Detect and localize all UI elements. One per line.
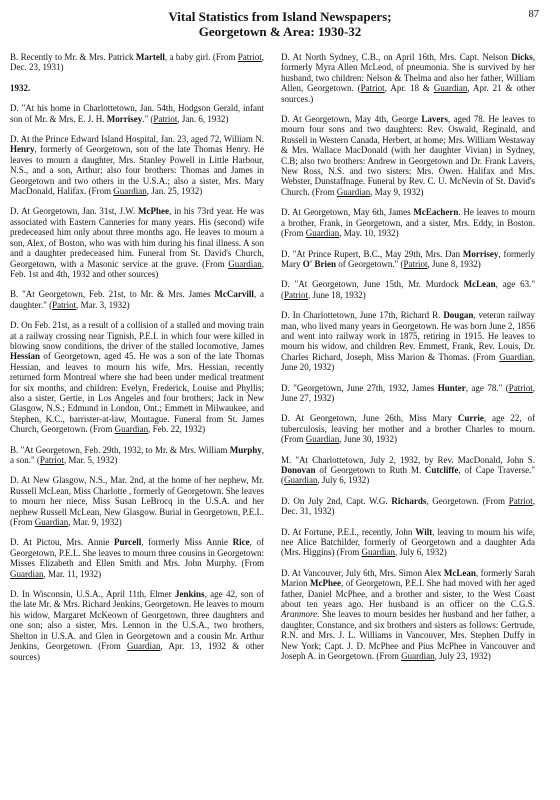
entry-text: M. "At Charlottetown, July 2, 1932, by Rev. MacDonald, John S.: [281, 454, 535, 465]
surname: McPhee: [138, 206, 169, 217]
entry-text: , June 20, 1932): [281, 351, 535, 373]
entry-text: , of Cape Traverse." (: [281, 465, 535, 486]
newspaper-name: Guardian: [10, 568, 44, 579]
record-entry: [10, 320, 264, 434]
ship-name: Aranmore: [281, 609, 318, 620]
newspaper-name: Guardian: [114, 424, 149, 435]
surname: McEachern: [413, 207, 459, 218]
entry-text: of Georgetown, aged 45. He was a son of the late Thomas Hessian, and leaves to mourn his wife, Mrs. Hessian, recently returned form Montreal where she had been under medical treatment for six months, and children: Evelyn, Frederick, Louise and Phyllis; also a sister, Gertie, in Los Angeles and four brothers; Jack in New Glasgow, N.S.; Edmund in London, Ont.; Emmett in Milwaukee, and Stephen, K.C., barrister-at-law, Montague. Funeral from St. James Church, Georgetown. (From: [10, 351, 264, 435]
entry-text: D. At Georgetown, June 26th, Miss Mary: [281, 413, 458, 424]
entry-text: , June 30, 1932): [339, 434, 397, 445]
entry-text: , age 78." (: [465, 382, 509, 393]
surname: Morrisey: [462, 248, 499, 259]
entry-text: D. At Fortune, P.E.I., recently, John: [281, 526, 416, 537]
entry-text: B. "At Georgetown, Feb. 29th, 1932, to Mr. & Mrs. William: [10, 444, 230, 455]
entry-text: D. "At Georgetown, June 15th, Mr. Murdock: [281, 279, 464, 290]
newspaper-name: Patriot: [52, 299, 77, 310]
record-entry: [281, 496, 535, 517]
entry-text: B. "At Georgetown, Feb. 21st, to Mr. & Mrs. James: [10, 289, 215, 300]
entry-text: , a baby girl. (From: [164, 52, 238, 62]
entry-text: , Apr. 13, 1932 & other sources): [10, 641, 264, 662]
newspaper-name: Guardian: [499, 351, 533, 362]
entry-text: , July 23, 1932): [434, 651, 491, 662]
record-entry: [10, 289, 264, 310]
newspaper-name: Guardian: [127, 641, 161, 652]
entry-text: , Jan. 25, 1932): [146, 186, 203, 197]
entry-text: 1932.: [10, 82, 31, 93]
entry-text: of Georgetown to Ruth M.: [315, 465, 425, 475]
record-entry: [281, 310, 535, 372]
newspaper-name: Guardian: [305, 434, 340, 445]
record-entry: [10, 52, 264, 73]
record-entry: [281, 52, 535, 104]
newspaper-name: Patriot: [39, 455, 64, 465]
record-entry: [10, 537, 264, 579]
surname: Hunter: [437, 382, 466, 393]
record-entry: [10, 134, 264, 196]
title-line-1: Vital Statistics from Island Newspapers;: [168, 9, 392, 24]
record-entry: [281, 279, 535, 300]
entry-text: , age 63." (: [281, 279, 535, 300]
entry-text: , Apr. 18 &: [384, 83, 434, 94]
entry-text: , aged 78. He leaves to mourn four sons and two daughters: Rev. Oswald, Reginald, and Russell in Western Canada, Herbert, at home; Mrs. William Westaway & Mrs. Wallace MacDonald (with her daughter Vivian) in Sydney, C.B; also two brothers: Andrew in Georgetown and Dr. Frank Lavers, New Ross, N.S. and two sisters: Mrs. Owen. Halifax and Mrs. Webster, Dunstaffnage. Funeral by Rev. C. U. McNevin of St. David's Church. (From: [281, 114, 535, 197]
surname: Donovan: [281, 465, 316, 475]
year-heading: [10, 83, 264, 93]
entry-text: . She leaves to mourn besides her husband and her father, a daughter, Constance, and six brothers and sisters as follows: Gertrude, R.N. and Mrs. J. L. Williams in Vancouver, Mrs. Stephen Duffy in New York; Capt. J. D. McPhee and Pius McPhee in Vancouver and Joseph A. in Georgetown. (From: [281, 609, 535, 662]
entry-text: D. "At Prince Rupert, B.C., May 29th, Mrs. Dan: [281, 248, 463, 259]
surname: McCarvill: [214, 289, 254, 300]
newspaper-name: Patriot: [360, 83, 385, 94]
record-entry: [10, 589, 264, 662]
newspaper-name: Guardian: [113, 186, 147, 197]
entry-text: D. In Wisconsin, U.S.A., April 11th, Elmer: [10, 589, 175, 600]
surname: Dougan: [443, 310, 474, 321]
surname: McLean: [443, 567, 476, 578]
surname: Wilt: [415, 526, 433, 537]
entry-text: , a daughter." (: [10, 289, 264, 310]
entry-text: , May 9, 1932): [370, 186, 424, 197]
entry-text: D. At the Prince Edward Island Hospital, Jan. 23, aged 72, William N.: [10, 134, 264, 145]
surname: Murphy: [229, 444, 262, 455]
entry-text: , formerly Miss Annie: [141, 537, 233, 548]
record-entry: [10, 103, 264, 124]
surname: Henry: [10, 144, 35, 155]
entry-text: D. On July 2nd, Capt. W.G.: [281, 495, 392, 506]
surname: Martell: [135, 52, 165, 62]
entry-text: D. "Georgetown, June 27th, 1932, James: [281, 382, 438, 393]
entry-text: , June 18, 1932): [308, 289, 366, 300]
page-number: 87: [528, 9, 539, 20]
entry-text: ." (: [142, 113, 154, 124]
surname: O' Brien: [302, 258, 336, 269]
entry-text: D. At Pictou, Mrs. Annie: [10, 537, 114, 548]
surname: Richards: [391, 495, 427, 506]
entry-text: D. At Georgetown, Jan. 31st, J.W.: [10, 206, 139, 217]
surname: Hessian: [10, 351, 41, 362]
entry-text: D. "At his home in Charlottetown, Jan. 54th, Hodgson Gerald, infant son of Mr. & Mrs. E. J. H.: [10, 103, 264, 124]
record-entry: [281, 249, 535, 270]
entry-text: D. At North Sydney, C.B., on April 16th, Mrs. Capt. Nelson: [281, 52, 512, 62]
surname: Lavers: [421, 114, 448, 125]
newspaper-name: Patriot: [508, 495, 533, 506]
newspaper-name: Patriot: [284, 289, 308, 300]
entry-text: , Dec. 31, 1932): [281, 495, 535, 517]
entry-text: , Jan. 6, 1932): [177, 113, 229, 124]
entry-text: , age 22, of tuberculosis, leaving her mother and a brother Charles to mourn. (From: [281, 413, 535, 445]
newspaper-name: Guardian: [361, 547, 395, 558]
newspaper-name: Patriot: [403, 258, 428, 269]
entry-text: , Mar. 3, 1932): [76, 299, 130, 310]
record-entry: [281, 413, 535, 444]
surname: Morrisey: [106, 113, 143, 124]
entry-text: , age 42, son of the late Mr. & Mrs. Richard Jenkins, Georgetown. He leaves to mourn his widow, Margaret McKeown of Georgetown, three daughters and one son; also a sister, Mrs. Lennon in the U.S.A., two brothers, Shelton in U.S.A. and Glen in Georgetown and a cousin Mr. Arthur Jenkins, Georgetown. (From: [10, 589, 264, 652]
surname: Cutcliffe: [424, 465, 459, 475]
page-title: [0, 9, 560, 39]
newspaper-name: Guardian: [34, 517, 69, 528]
entry-text: . He leaves to mourn a brother, Frank, in Georgetown, and a sister, Mrs. Eddy, in Boston. (From: [281, 207, 535, 239]
entry-text: , Feb. 1st and 4th, 1932 and other sources): [10, 258, 264, 279]
surname: Jenkins: [175, 589, 205, 600]
entry-text: , of Georgetown, P.E.I. She had moved with her aged father, Daniel McPhee, and a brother and sister, to the West Coast about ten years ago. Her husband is an officer on the C.G.S.: [281, 578, 535, 610]
record-entry: [281, 114, 535, 197]
entry-text: , formerly Myra Allen McLeod, of pneumonia. She is survived by her husband, two children: Nelson & Thelma and also her father, William Allen, Georgetown. (: [281, 52, 535, 94]
record-entry: [10, 475, 264, 527]
newspaper-name: Patriot: [237, 52, 262, 62]
newspaper-name: Guardian: [401, 651, 435, 662]
entry-text: B. Recently to Mr. & Mrs. Patrick: [10, 52, 136, 62]
entry-text: , June 8, 1932): [427, 258, 481, 269]
record-entry: [281, 383, 535, 404]
entry-text: , May. 10, 1932): [339, 228, 399, 239]
entry-text: , Mar. 9, 1932): [68, 517, 122, 528]
entry-text: of Georgetown." (: [336, 258, 404, 269]
surname: Currie: [457, 413, 484, 424]
newspaper-name: Patriot: [153, 113, 178, 124]
record-entry: [281, 207, 535, 238]
record-entry: [281, 527, 535, 558]
surname: McLean: [463, 279, 496, 290]
entry-text: , July 6, 1932): [395, 547, 447, 558]
record-entry: [10, 206, 264, 279]
newspaper-name: Guardian: [228, 258, 262, 269]
entry-text: D. At Vancouver, July 6th, Mrs. Simon Alex: [281, 567, 444, 578]
entry-text: , Mar. 11, 1932): [43, 568, 102, 579]
entry-text: , formerly Sarah Marion: [281, 567, 535, 589]
entry-text: , in his 73rd year. He was associated with Eastern Canneries for many years. His (second) wife predeceased him only about three months ago. He leaves to mourn a son, Alex, of Boston, who was with him during his final illness. A son and a daughter predeceased him. Funeral from St. David's Church, Georgetown, with a Masonic service at the grave. (From: [10, 206, 264, 269]
entry-text: D. On Feb. 21st, as a result of a collision of a stalled and moving train at a railway crossing near Tignish, P.E.I. in which four were killed in blowing snow conditions, the driver of the stalled locomotive, James: [10, 320, 264, 351]
entry-text: , Feb. 22, 1932): [148, 424, 206, 435]
record-entry: [281, 455, 535, 486]
newspaper-name: Guardian: [336, 186, 371, 197]
entry-text: , of Georgetown, P.E.I.. She leaves to mourn three cousins in Georgetown: Misses Elizabeth and Ellen Smith and Mrs. John Murphy. (From: [10, 537, 264, 569]
entry-text: , leaving to mourn his wife, nee Alice Batchilder, formerly of Georgetown and a daughter Ada (Mrs. Higgins) (From: [281, 526, 535, 558]
right-column: [281, 52, 535, 672]
entry-text: D. At Georgetown, May 4th, George: [281, 114, 422, 125]
entry-text: , Mar. 5, 1932): [63, 455, 118, 465]
surname: Dicks: [511, 52, 533, 62]
record-entry: [10, 445, 264, 466]
entry-text: D. At Georgetown, May 6th, James: [281, 207, 414, 218]
entry-text: D. At New Glasgow, N.S., Mar. 2nd, at the home of her nephew, Mr. Russell McLean, Miss Charlotte , formerly of Georgetown. She leaves to mourn her niece, Miss Susan LeBrocq in the U.S.A. and her nephew Russell McLean, New Glasgow. Burial in Georgetown, P.E.I.. (From: [10, 475, 264, 528]
entry-text: , veteran railway man, who lived many years in Georgetown. He was born June 2, 1856 and went into railway work in 1875, retiring in 1915. He leaves to mourn his widow, and children Rev. Emmett, Frank, Rev. Louis, Dr. Charles Richard, Joseph, Miss Marion & Thomas. (From: [281, 310, 535, 362]
entry-text: , June 27, 1932): [281, 382, 535, 403]
record-entry: [281, 568, 535, 662]
entry-text: , Apr. 21 & other sources.): [281, 83, 535, 104]
surname: Purcell: [113, 537, 142, 548]
surname: Rice: [232, 537, 250, 548]
newspaper-name: Guardian: [305, 228, 340, 239]
newspaper-name: Patriot: [508, 382, 533, 393]
newspaper-name: Guardian: [433, 83, 468, 94]
entry-text: , July 6, 1932): [317, 475, 370, 486]
entry-text: , formerly Mary: [281, 248, 535, 269]
entry-text: , Dec. 23, 1931): [10, 52, 264, 73]
left-column: [10, 52, 264, 672]
title-line-2: Georgetown & Area: 1930-32: [198, 24, 362, 39]
entry-text: , a son." (: [10, 444, 264, 465]
entry-text: , Georgetown. (From: [426, 495, 509, 506]
newspaper-name: Guardian: [284, 475, 318, 486]
entry-text: D. In Charlottetown, June 17th, Richard R.: [281, 310, 444, 321]
entry-text: , formerly of Georgetown, son of the late Thomas Henry. He leaves to mourn a daughter, Mrs. Stanley Powell in Little Harbour, N.S., and a son, Arthur; also four brothers: Thomas and James in Georgetown and two others in the U.S.A.; also a sister, Mrs. Mary MacDonald, Halifax. (From: [10, 144, 264, 197]
surname: McPhee: [310, 578, 342, 589]
